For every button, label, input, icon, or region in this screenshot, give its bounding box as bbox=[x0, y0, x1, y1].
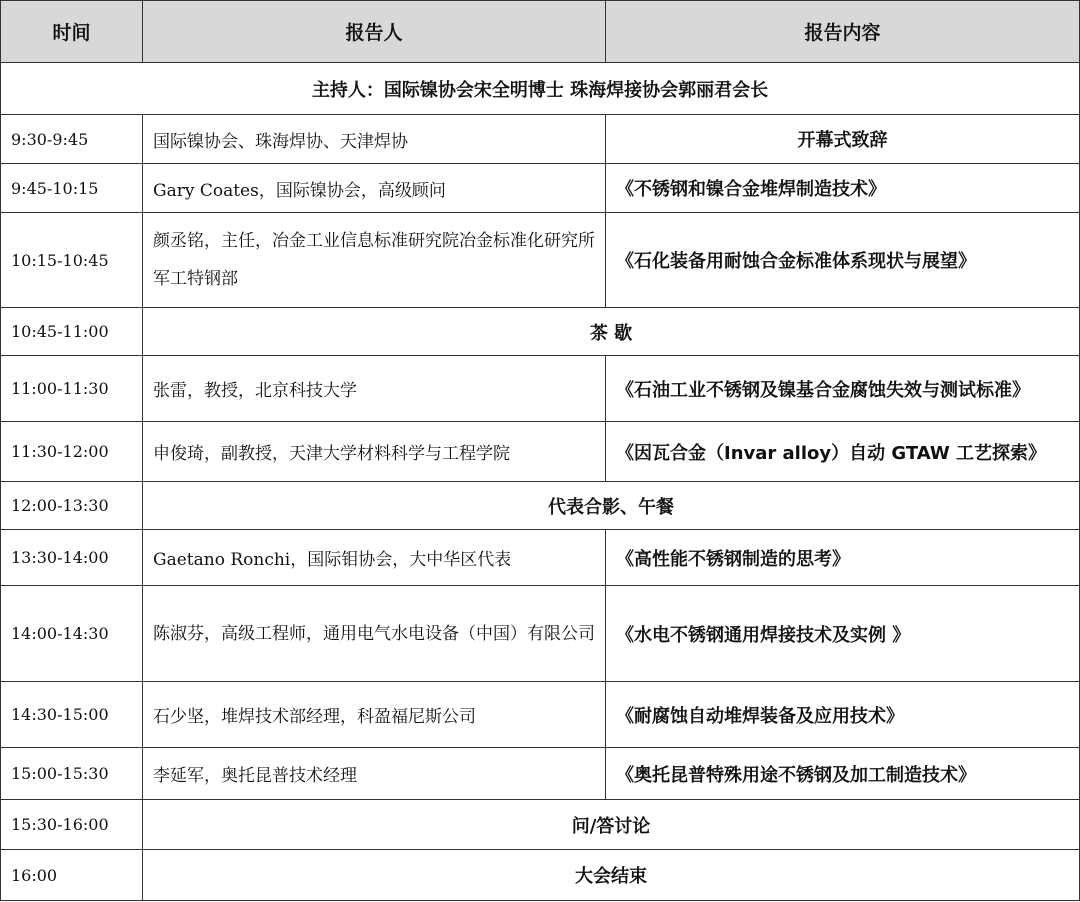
table-row bbox=[1, 213, 1080, 308]
host-row bbox=[1, 63, 1080, 115]
topic-cell: 《因瓦合金（Invar alloy）自动 GTAW 工艺探索》 bbox=[606, 422, 1080, 482]
break-cell: 茶 歇 bbox=[143, 308, 1080, 356]
time-cell: 9:30-9:45 bbox=[1, 115, 143, 164]
speaker-cell: 张雷，教授，北京科技大学 bbox=[143, 356, 606, 422]
speaker-cell: Gaetano Ronchi，国际钼协会，大中华区代表 bbox=[143, 530, 606, 586]
time-cell: 15:00-15:30 bbox=[1, 748, 143, 800]
host-cell: 主持人：国际镍协会宋全明博士 珠海焊接协会郭丽君会长 bbox=[1, 63, 1080, 115]
table-row bbox=[1, 115, 1080, 164]
topic-cell: 《石化装备用耐蚀合金标准体系现状与展望》 bbox=[606, 213, 1080, 308]
table-row bbox=[1, 850, 1080, 901]
topic-cell: 《奥托昆普特殊用途不锈钢及加工制造技术》 bbox=[606, 748, 1080, 800]
time-cell: 10:15-10:45 bbox=[1, 213, 143, 308]
speaker-cell: 国际镍协会、珠海焊协、天津焊协 bbox=[143, 115, 606, 164]
table-row bbox=[1, 748, 1080, 800]
time-cell: 14:30-15:00 bbox=[1, 682, 143, 748]
table-row bbox=[1, 422, 1080, 482]
speaker-cell: 石少坚，堆焊技术部经理，科盈福尼斯公司 bbox=[143, 682, 606, 748]
closing-cell: 大会结束 bbox=[143, 850, 1080, 901]
table-row bbox=[1, 164, 1080, 213]
table-row bbox=[1, 308, 1080, 356]
time-cell: 14:00-14:30 bbox=[1, 586, 143, 682]
time-cell: 16:00 bbox=[1, 850, 143, 901]
table-row bbox=[1, 682, 1080, 748]
table-row bbox=[1, 356, 1080, 422]
time-cell: 13:30-14:00 bbox=[1, 530, 143, 586]
topic-cell: 《石油工业不锈钢及镍基合金腐蚀失效与测试标准》 bbox=[606, 356, 1080, 422]
header-row bbox=[1, 1, 1080, 63]
time-cell: 11:30-12:00 bbox=[1, 422, 143, 482]
table-row bbox=[1, 482, 1080, 530]
speaker-cell: 李延军，奥托昆普技术经理 bbox=[143, 748, 606, 800]
table-row bbox=[1, 530, 1080, 586]
time-cell: 12:00-13:30 bbox=[1, 482, 143, 530]
table-row bbox=[1, 586, 1080, 682]
topic-cell: 《不锈钢和镍合金堆焊制造技术》 bbox=[606, 164, 1080, 213]
header-time: 时间 bbox=[1, 1, 143, 63]
speaker-cell: Gary Coates，国际镍协会，高级顾问 bbox=[143, 164, 606, 213]
table-row bbox=[1, 800, 1080, 850]
time-cell: 11:00-11:30 bbox=[1, 356, 143, 422]
time-cell: 15:30-16:00 bbox=[1, 800, 143, 850]
time-cell: 9:45-10:15 bbox=[1, 164, 143, 213]
topic-cell: 开幕式致辞 bbox=[606, 115, 1080, 164]
speaker-cell: 陈淑芬，高级工程师，通用电气水电设备（中国）有限公司 bbox=[143, 586, 606, 682]
qa-cell: 问/答讨论 bbox=[143, 800, 1080, 850]
speaker-cell: 申俊琦，副教授，天津大学材料科学与工程学院 bbox=[143, 422, 606, 482]
speaker-cell: 颜丞铭，主任，冶金工业信息标准研究院冶金标准化研究所军工特钢部 bbox=[143, 213, 606, 308]
topic-cell: 《耐腐蚀自动堆焊装备及应用技术》 bbox=[606, 682, 1080, 748]
header-topic: 报告内容 bbox=[606, 1, 1080, 63]
lunch-cell: 代表合影、午餐 bbox=[143, 482, 1080, 530]
header-speaker: 报告人 bbox=[143, 1, 606, 63]
topic-cell: 《水电不锈钢通用焊接技术及实例 》 bbox=[606, 586, 1080, 682]
topic-cell: 《高性能不锈钢制造的思考》 bbox=[606, 530, 1080, 586]
time-cell: 10:45-11:00 bbox=[1, 308, 143, 356]
